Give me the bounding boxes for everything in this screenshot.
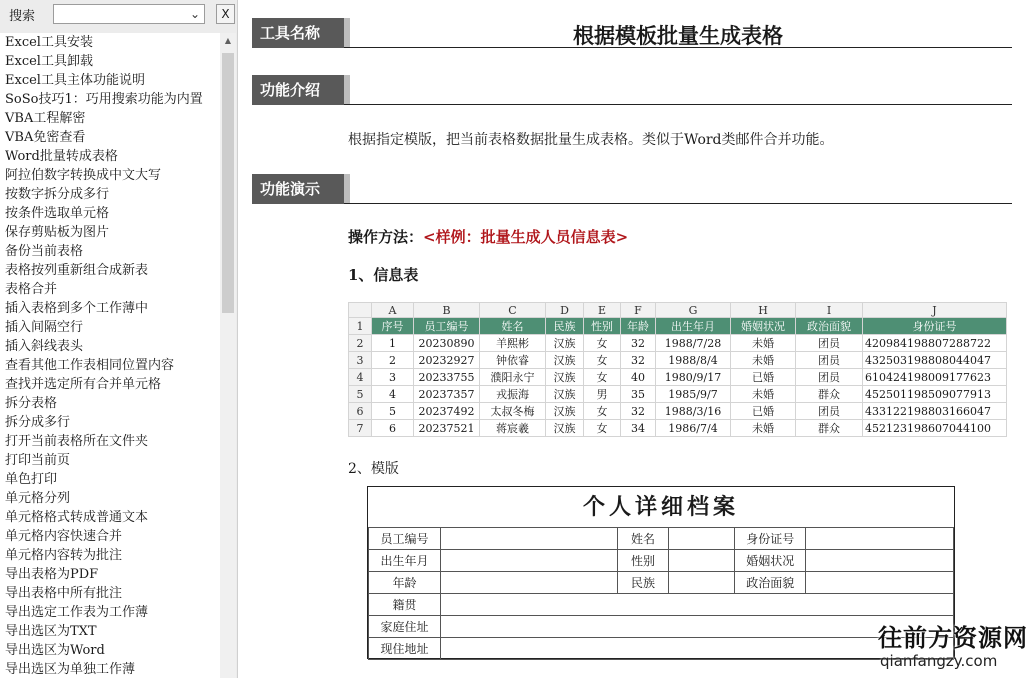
table-cell[interactable]: 433122198803166047 <box>863 403 1007 420</box>
table-header-row <box>349 318 1007 335</box>
column-letter[interactable]: J <box>863 303 1007 318</box>
label-birth: 出生年月 <box>369 550 441 572</box>
field-gender <box>669 550 735 572</box>
column-header-row <box>349 303 1007 318</box>
header-cell[interactable]: 婚姻状况 <box>731 318 796 335</box>
table-cell[interactable]: 35 <box>621 386 656 403</box>
row-number[interactable]: 1 <box>349 318 372 335</box>
column-letter[interactable]: D <box>546 303 584 318</box>
tool-list-item[interactable]: 拆分成多行 <box>5 415 71 430</box>
tool-list-item[interactable]: 单元格内容转为批注 <box>5 548 123 563</box>
table-cell[interactable]: 未婚 <box>731 386 796 403</box>
intro-text: 根据指定模版，把当前表格数据批量生成表格。类似于Word类邮件合并功能。 <box>348 132 834 148</box>
column-letter[interactable]: E <box>584 303 621 318</box>
table-cell[interactable]: 20237521 <box>414 420 480 437</box>
tool-list-item[interactable]: Excel工具主体功能说明 <box>5 73 145 88</box>
feature-intro-tag: 功能介绍 <box>252 75 344 105</box>
table-cell[interactable]: 20237357 <box>414 386 480 403</box>
form-title: 个人详细档案 <box>368 487 954 528</box>
tool-list-item[interactable]: 导出选定工作表为工作薄 <box>5 605 149 620</box>
table-cell[interactable]: 1985/9/7 <box>656 386 731 403</box>
field-native <box>440 594 953 616</box>
table-cell[interactable]: 420984198807288722 <box>863 335 1007 352</box>
table-cell[interactable]: 4 <box>372 386 414 403</box>
table-cell[interactable]: 蒋宸羲 <box>480 420 546 437</box>
tool-list-item[interactable]: 单色打印 <box>5 472 58 487</box>
tool-list-item[interactable]: 按条件选取单元格 <box>5 206 110 221</box>
table-cell[interactable]: 团员 <box>796 369 863 386</box>
tool-list-item[interactable]: 导出选区为单独工作薄 <box>5 662 136 677</box>
table-row <box>349 335 1007 352</box>
column-letter[interactable]: G <box>656 303 731 318</box>
table-row <box>349 386 1007 403</box>
info-spreadsheet <box>348 302 1007 437</box>
tool-list-scrollbar[interactable] <box>220 33 236 678</box>
tool-list-item[interactable]: Word批量转成表格 <box>5 149 118 164</box>
table-cell[interactable]: 1 <box>372 335 414 352</box>
table-cell[interactable]: 钟依睿 <box>480 352 546 369</box>
tool-list-item[interactable]: 导出选区为Word <box>5 643 105 658</box>
table-cell[interactable]: 汉族 <box>546 369 584 386</box>
table-cell[interactable]: 汉族 <box>546 335 584 352</box>
search-input[interactable] <box>54 5 190 23</box>
table-cell[interactable]: 已婚 <box>731 403 796 420</box>
table-cell[interactable]: 3 <box>372 369 414 386</box>
tool-list-item[interactable]: 插入表格到多个工作薄中 <box>5 301 149 316</box>
tool-list-item[interactable]: Excel工具卸载 <box>5 54 93 69</box>
field-id-no <box>806 528 954 550</box>
table-cell[interactable]: 610424198009177623 <box>863 369 1007 386</box>
scroll-up-arrow-icon[interactable]: ▲ <box>224 36 232 45</box>
label-gender: 性别 <box>617 550 669 572</box>
table-cell[interactable]: 32 <box>621 352 656 369</box>
header-cell[interactable]: 身份证号 <box>863 318 1007 335</box>
table-cell[interactable]: 32 <box>621 403 656 420</box>
label-native: 籍贯 <box>369 594 441 616</box>
table-cell[interactable]: 20233755 <box>414 369 480 386</box>
table-cell[interactable]: 未婚 <box>731 335 796 352</box>
label-ethnic: 民族 <box>617 572 669 594</box>
label-current: 现住地址 <box>369 638 441 660</box>
table-cell[interactable]: 团员 <box>796 335 863 352</box>
page-title: 根据模板批量生成表格 <box>573 23 783 48</box>
table-cell[interactable]: 汉族 <box>546 352 584 369</box>
field-birth <box>440 550 617 572</box>
tool-list-item[interactable]: 查找并选定所有合并单元格 <box>5 377 162 392</box>
table-cell[interactable]: 汉族 <box>546 386 584 403</box>
table-cell[interactable]: 戎振海 <box>480 386 546 403</box>
tool-list-item[interactable]: 表格按列重新组合成新表 <box>5 263 149 278</box>
table-cell[interactable]: 汉族 <box>546 420 584 437</box>
watermark-url: qianfangzy.com <box>880 652 998 670</box>
chevron-down-icon[interactable]: ⌄ <box>189 7 201 21</box>
table-cell[interactable]: 女 <box>584 369 621 386</box>
label-emp-no: 员工编号 <box>369 528 441 550</box>
table-cell[interactable]: 女 <box>584 403 621 420</box>
field-name <box>669 528 735 550</box>
table-cell[interactable]: 群众 <box>796 386 863 403</box>
template-form <box>367 486 955 659</box>
header-cell[interactable]: 员工编号 <box>414 318 480 335</box>
tool-sidebar <box>0 0 238 678</box>
column-letter[interactable]: A <box>372 303 414 318</box>
search-combobox[interactable] <box>53 4 205 24</box>
table-cell[interactable]: 未婚 <box>731 420 796 437</box>
field-political <box>806 572 954 594</box>
table-cell[interactable]: 452123198607044100 <box>863 420 1007 437</box>
header-cell[interactable]: 政治面貌 <box>796 318 863 335</box>
method-line <box>348 226 628 247</box>
table-cell[interactable]: 6 <box>372 420 414 437</box>
table-row <box>349 369 1007 386</box>
watermark-text: 往前方资源网 <box>878 624 1028 652</box>
tool-list-item[interactable]: 备份当前表格 <box>5 244 84 259</box>
table-cell[interactable]: 1988/7/28 <box>656 335 731 352</box>
tool-list-item[interactable]: 单元格格式转成普通文本 <box>5 510 149 525</box>
header-cell[interactable]: 年龄 <box>621 318 656 335</box>
field-current <box>440 638 953 660</box>
table-cell[interactable]: 1980/9/17 <box>656 369 731 386</box>
info-table-heading: 1、信息表 <box>348 266 419 284</box>
select-all-corner[interactable] <box>349 303 372 318</box>
table-cell[interactable]: 濮阳永宁 <box>480 369 546 386</box>
tool-list-item[interactable]: 按数字拆分成多行 <box>5 187 110 202</box>
table-cell[interactable]: 1986/7/4 <box>656 420 731 437</box>
row-number[interactable]: 5 <box>349 386 372 403</box>
table-cell[interactable]: 太叔冬梅 <box>480 403 546 420</box>
table-row <box>349 352 1007 369</box>
table-row <box>349 420 1007 437</box>
method-prefix: 操作方法： <box>348 228 424 246</box>
field-age <box>440 572 617 594</box>
table-cell[interactable]: 女 <box>584 420 621 437</box>
tool-name-tag: 工具名称 <box>252 18 344 48</box>
table-cell[interactable]: 452501198509077913 <box>863 386 1007 403</box>
table-cell[interactable]: 女 <box>584 335 621 352</box>
tool-list-item[interactable]: 导出表格为PDF <box>5 567 99 582</box>
row-number[interactable]: 3 <box>349 352 372 369</box>
label-political: 政治面貌 <box>735 572 806 594</box>
table-cell[interactable]: 团员 <box>796 403 863 420</box>
table-cell[interactable]: 20232927 <box>414 352 480 369</box>
tool-list-item[interactable]: 查看其他工作表相同位置内容 <box>5 358 175 373</box>
tool-list <box>0 33 220 678</box>
tool-list-item[interactable]: 单元格内容快速合并 <box>5 529 123 544</box>
column-letter[interactable]: C <box>480 303 546 318</box>
header-cell[interactable]: 姓名 <box>480 318 546 335</box>
divider <box>344 203 1012 204</box>
table-cell[interactable]: 40 <box>621 369 656 386</box>
table-cell[interactable]: 汉族 <box>546 403 584 420</box>
table-row <box>349 403 1007 420</box>
table-cell[interactable]: 5 <box>372 403 414 420</box>
row-number[interactable]: 4 <box>349 369 372 386</box>
tool-list-item[interactable]: 保存剪贴板为图片 <box>5 225 110 240</box>
label-age: 年龄 <box>369 572 441 594</box>
table-cell[interactable]: 团员 <box>796 352 863 369</box>
row-number[interactable]: 7 <box>349 420 372 437</box>
tool-list-item[interactable]: 打开当前表格所在文件夹 <box>5 434 149 449</box>
tool-list-item[interactable]: 导出表格中所有批注 <box>5 586 123 601</box>
tool-list-item[interactable]: Excel工具安装 <box>5 35 93 50</box>
tool-list-item[interactable]: 导出选区为TXT <box>5 624 97 639</box>
search-label: 搜索 <box>9 9 36 24</box>
tool-list-item[interactable]: 阿拉伯数字转换成中文大写 <box>5 168 162 183</box>
tool-list-item[interactable]: 打印当前页 <box>5 453 71 468</box>
table-cell[interactable]: 34 <box>621 420 656 437</box>
tool-list-item[interactable]: 拆分表格 <box>5 396 58 411</box>
table-cell[interactable]: 已婚 <box>731 369 796 386</box>
scroll-thumb[interactable] <box>222 53 234 313</box>
row-number[interactable]: 6 <box>349 403 372 420</box>
tool-list-item[interactable]: 插入间隔空行 <box>5 320 84 335</box>
tool-list-item[interactable]: VBA工程解密 <box>5 111 86 126</box>
label-id-no: 身份证号 <box>735 528 806 550</box>
field-home <box>440 616 953 638</box>
label-name: 姓名 <box>617 528 669 550</box>
tool-list-item[interactable]: VBA免密查看 <box>5 130 86 145</box>
field-marital <box>806 550 954 572</box>
feature-demo-tag: 功能演示 <box>252 174 344 204</box>
header-cell[interactable]: 序号 <box>372 318 414 335</box>
tool-list-item[interactable]: 插入斜线表头 <box>5 339 84 354</box>
table-cell[interactable]: 男 <box>584 386 621 403</box>
column-letter[interactable]: H <box>731 303 796 318</box>
table-cell[interactable]: 1988/3/16 <box>656 403 731 420</box>
template-heading: 2、模版 <box>348 461 399 477</box>
column-letter[interactable]: B <box>414 303 480 318</box>
header-cell[interactable]: 民族 <box>546 318 584 335</box>
header-cell[interactable]: 性别 <box>584 318 621 335</box>
row-number[interactable]: 2 <box>349 335 372 352</box>
table-cell[interactable]: 2 <box>372 352 414 369</box>
table-cell[interactable]: 32 <box>621 335 656 352</box>
column-letter[interactable]: F <box>621 303 656 318</box>
divider <box>344 104 1012 105</box>
table-cell[interactable]: 未婚 <box>731 352 796 369</box>
table-cell[interactable]: 女 <box>584 352 621 369</box>
table-cell[interactable]: 20237492 <box>414 403 480 420</box>
table-cell[interactable]: 20230890 <box>414 335 480 352</box>
tool-list-item[interactable]: SoSo技巧1：巧用搜索功能为内置 <box>5 92 203 107</box>
tool-list-item[interactable]: 表格合并 <box>5 282 58 297</box>
label-marital: 婚姻状况 <box>735 550 806 572</box>
table-cell[interactable]: 1988/8/4 <box>656 352 731 369</box>
method-example: <样例：批量生成人员信息表> <box>423 228 629 246</box>
label-home: 家庭住址 <box>369 616 441 638</box>
table-cell[interactable]: 群众 <box>796 420 863 437</box>
search-row <box>0 0 237 30</box>
table-cell[interactable]: 432503198808044047 <box>863 352 1007 369</box>
table-cell[interactable]: 羊熙彬 <box>480 335 546 352</box>
form-grid <box>368 527 954 660</box>
column-letter[interactable]: I <box>796 303 863 318</box>
clear-search-button[interactable]: X <box>216 4 235 24</box>
tool-list-item[interactable]: 单元格分列 <box>5 491 71 506</box>
field-ethnic <box>669 572 735 594</box>
field-emp-no <box>440 528 617 550</box>
header-cell[interactable]: 出生年月 <box>656 318 731 335</box>
